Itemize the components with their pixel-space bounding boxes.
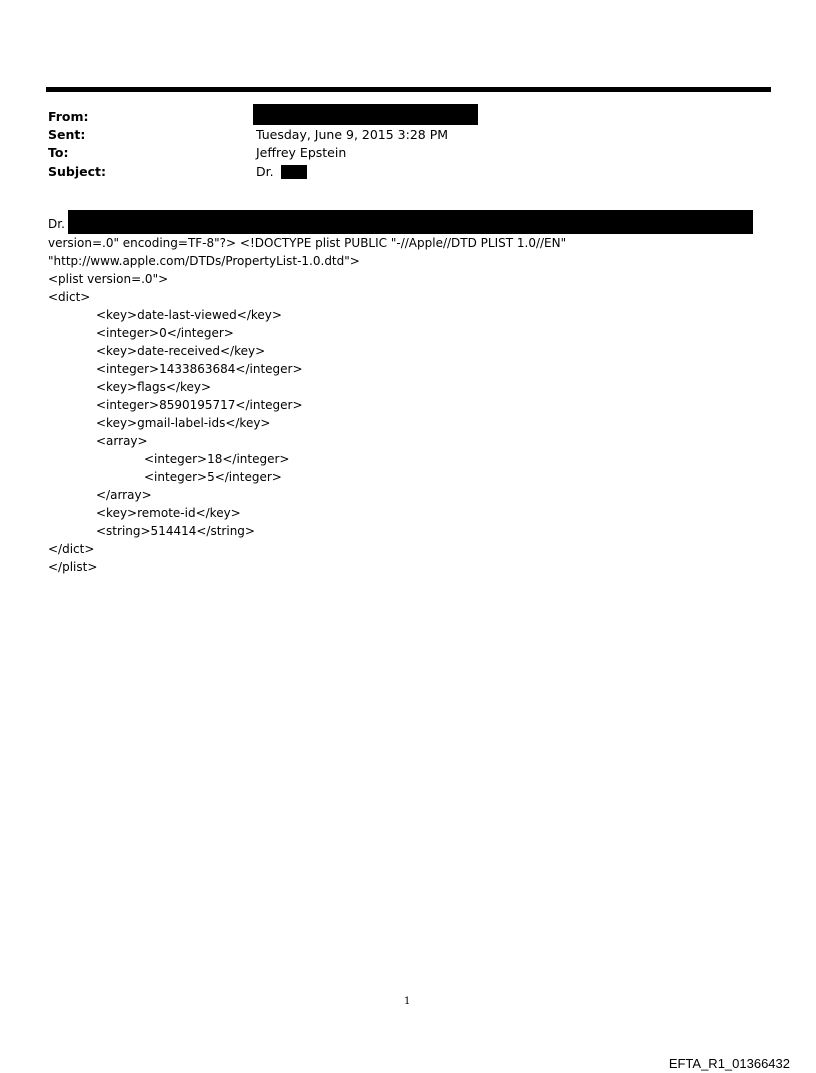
body-line: <key>date-last-viewed</key> [96, 308, 282, 322]
body-line: <key>remote-id</key> [96, 506, 241, 520]
body-line: <integer>8590195717</integer> [96, 398, 303, 412]
body-line: <integer>0</integer> [96, 326, 234, 340]
body-line: <string>514414</string> [96, 524, 255, 538]
redaction-greeting [68, 210, 753, 234]
body-line: "http://www.apple.com/DTDs/PropertyList-1.0.dtd"> [48, 254, 360, 268]
body-line: <array> [96, 434, 148, 448]
page-number: 1 [404, 996, 411, 1007]
body-line: version=.0" encoding=TF-8"?> <!DOCTYPE plist PUBLIC "-//Apple//DTD PLIST 1.0//EN" [48, 236, 567, 250]
subject-value: Dr. [256, 164, 274, 179]
to-value: Jeffrey Epstein [256, 145, 347, 160]
greeting: Dr. [48, 217, 65, 231]
subject-label: Subject: [48, 164, 106, 179]
redaction-from [253, 104, 478, 125]
body-line: </dict> [48, 542, 95, 556]
body-line: </plist> [48, 560, 98, 574]
body-line: <key>flags</key> [96, 380, 212, 394]
sent-label: Sent: [48, 127, 86, 142]
body-line: <key>gmail-label-ids</key> [96, 416, 271, 430]
body-line: <integer>18</integer> [144, 452, 290, 466]
body-line: <plist version=.0"> [48, 272, 169, 286]
sent-value: Tuesday, June 9, 2015 3:28 PM [256, 127, 449, 142]
to-label: To: [48, 145, 69, 160]
body-line: <integer>5</integer> [144, 470, 282, 484]
body-line: <dict> [48, 290, 91, 304]
body-line: <integer>1433863684</integer> [96, 362, 303, 376]
from-label: From: [48, 109, 89, 124]
redaction-subject [281, 165, 307, 179]
body-line: </array> [96, 488, 152, 502]
body-line: <key>date-received</key> [96, 344, 266, 358]
header-rule [46, 87, 771, 92]
document-id: EFTA_R1_01366432 [668, 1056, 790, 1071]
